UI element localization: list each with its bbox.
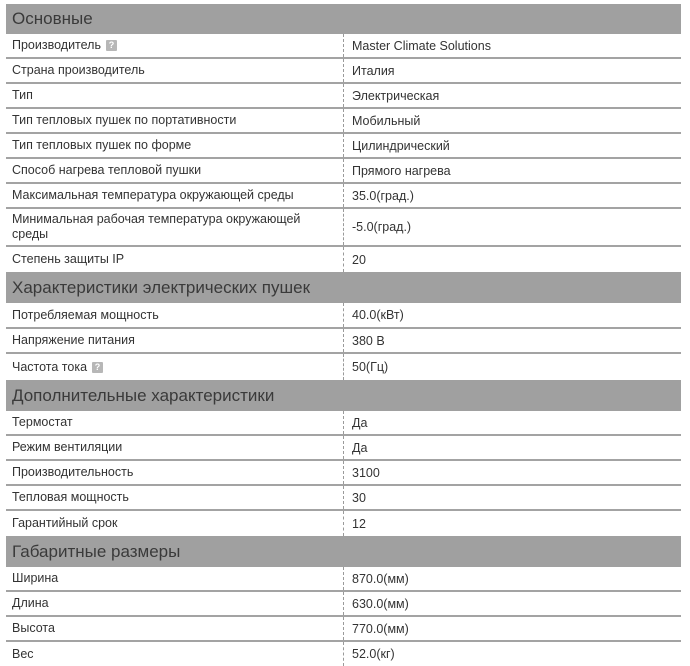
row-label: Высота [12, 621, 55, 635]
row-label: Способ нагрева тепловой пушки [12, 163, 202, 177]
section-basic [6, 4, 681, 272]
table-row [6, 354, 681, 380]
table-row [6, 486, 681, 511]
table-row [6, 209, 681, 247]
row-label: Тип тепловых пушек по форме [12, 138, 192, 152]
row-value: Да [343, 436, 681, 459]
spec-table [6, 4, 681, 666]
row-value: Master Climate Solutions [343, 34, 681, 57]
table-row [6, 247, 681, 272]
row-label: Тип тепловых пушек по портативности [12, 113, 237, 127]
table-row [6, 34, 681, 59]
table-row [6, 592, 681, 617]
row-label: Минимальная рабочая температура окружающей среды [12, 212, 301, 241]
row-value: 380 В [343, 329, 681, 352]
section-header: Габаритные размеры [6, 536, 681, 567]
section-header: Характеристики электрических пушек [6, 272, 681, 303]
row-label: Вес [12, 646, 34, 661]
row-label-text: Производитель [12, 38, 101, 52]
row-value: 630.0(мм) [343, 592, 681, 615]
row-label: Максимальная температура окружающей среды [12, 188, 294, 202]
table-row [6, 511, 681, 536]
row-value: Италия [343, 59, 681, 82]
row-label: Потребляемая мощность [12, 307, 159, 322]
row-value: 870.0(мм) [343, 567, 681, 590]
row-label: Степень защиты IP [12, 252, 125, 266]
row-label: Страна производитель [12, 63, 145, 77]
row-label [6, 34, 343, 57]
table-row [6, 84, 681, 109]
row-value: Электрическая [343, 84, 681, 107]
row-label: Производительность [12, 465, 134, 479]
row-label [6, 354, 343, 380]
row-label: Длина [12, 596, 49, 610]
row-value: Да [343, 411, 681, 434]
section-electric [6, 272, 681, 380]
table-row [6, 184, 681, 209]
table-row [6, 109, 681, 134]
row-value: 52.0(кг) [343, 642, 681, 666]
table-row [6, 642, 681, 666]
row-value: 35.0(град.) [343, 184, 681, 207]
table-row [6, 159, 681, 184]
table-row [6, 134, 681, 159]
row-label-text: Частота тока [12, 359, 88, 374]
table-row [6, 329, 681, 354]
table-row [6, 303, 681, 329]
table-row [6, 461, 681, 486]
section-dimensions [6, 536, 681, 666]
row-value: 12 [343, 511, 681, 536]
section-additional [6, 380, 681, 536]
row-label: Ширина [12, 571, 59, 585]
row-label: Гарантийный срок [12, 516, 118, 530]
row-value: 3100 [343, 461, 681, 484]
row-label: Тепловая мощность [12, 490, 129, 504]
section-header: Дополнительные характеристики [6, 380, 681, 411]
section-header: Основные [6, 4, 681, 34]
row-value: Цилиндрический [343, 134, 681, 157]
table-row [6, 59, 681, 84]
question-mark-icon[interactable]: ? [106, 40, 117, 51]
table-row [6, 411, 681, 436]
row-value: 770.0(мм) [343, 617, 681, 640]
row-label: Напряжение питания [12, 333, 135, 347]
row-label: Тип [12, 88, 33, 102]
row-label: Режим вентиляции [12, 440, 123, 454]
row-value: 40.0(кВт) [343, 303, 681, 327]
question-mark-icon[interactable]: ? [92, 362, 103, 373]
row-value: Мобильный [343, 109, 681, 132]
table-row [6, 436, 681, 461]
table-row [6, 567, 681, 592]
row-value: Прямого нагрева [343, 159, 681, 182]
row-value: -5.0(град.) [343, 209, 681, 245]
row-value: 20 [343, 247, 681, 272]
row-value: 30 [343, 486, 681, 509]
table-row [6, 617, 681, 642]
row-value: 50(Гц) [343, 354, 681, 380]
row-label: Термостат [12, 415, 73, 429]
